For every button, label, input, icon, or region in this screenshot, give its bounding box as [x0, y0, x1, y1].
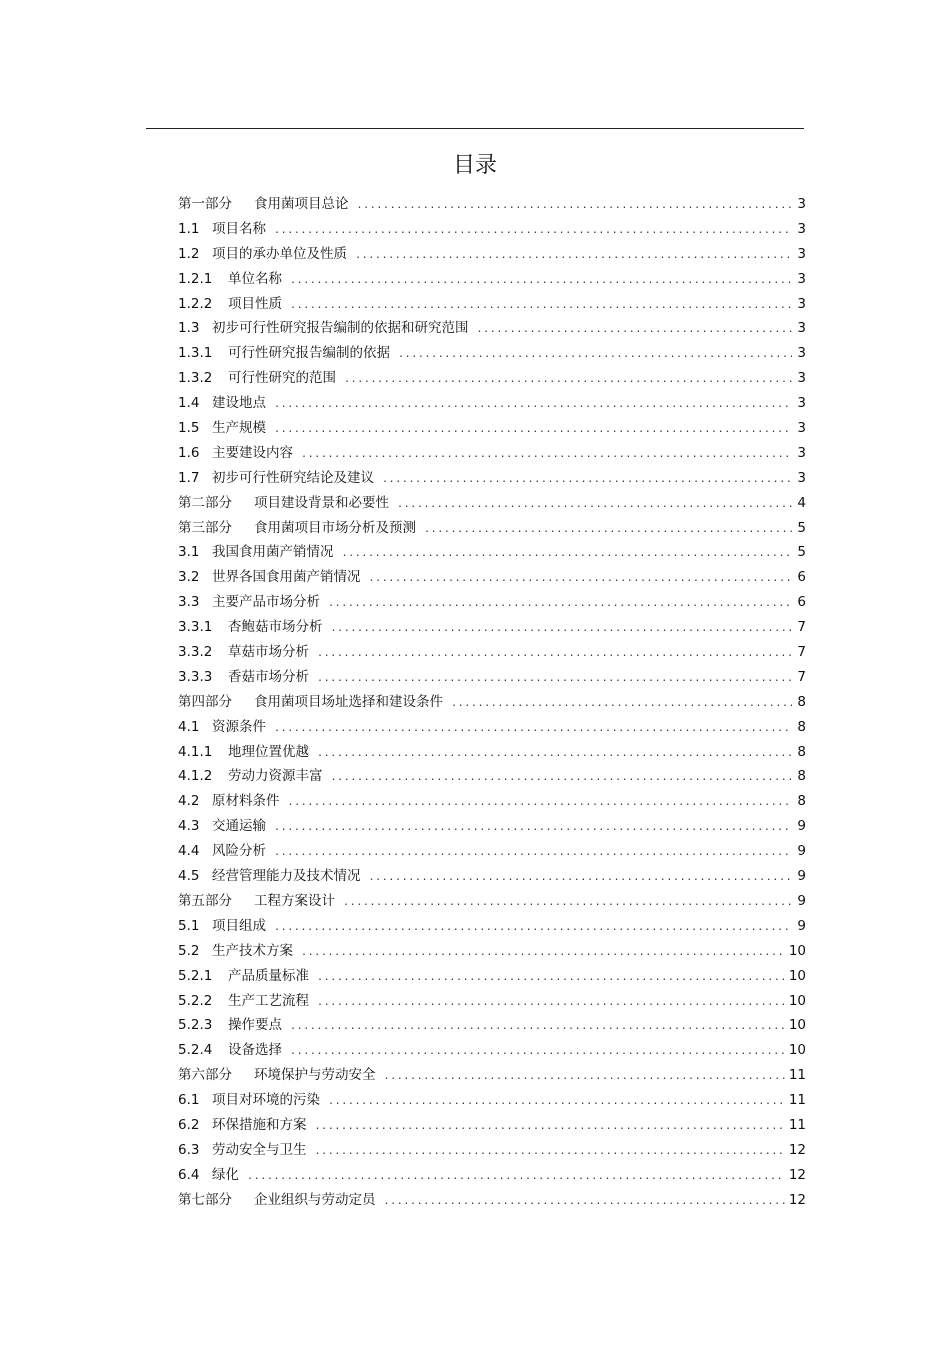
toc-dot-leader: [451, 693, 792, 715]
toc-entry-page: 11: [788, 1092, 806, 1109]
toc-entry[interactable]: [178, 467, 806, 492]
toc-dot-leader: [328, 593, 792, 615]
toc-entry[interactable]: [178, 1139, 806, 1164]
toc-entry-label: 单位名称: [228, 270, 282, 287]
toc-entry-label: 环保措施和方案: [212, 1116, 307, 1133]
toc-entry[interactable]: [178, 765, 806, 790]
toc-entry-number: 5.2: [178, 942, 200, 959]
toc-entry[interactable]: [178, 1164, 806, 1189]
toc-entry-label: 操作要点: [228, 1017, 282, 1034]
toc-entry[interactable]: [178, 193, 806, 218]
toc-dot-leader: [369, 867, 793, 889]
toc-entry-label: 项目性质: [228, 295, 282, 312]
toc-entry-label: 地理位置优越: [228, 743, 309, 760]
toc-entry-page: 7: [797, 644, 806, 661]
table-of-contents: [178, 193, 806, 1214]
toc-entry[interactable]: [178, 815, 806, 840]
toc-entry[interactable]: [178, 1189, 806, 1214]
toc-entry-label: 食用菌项目市场分析及预测: [254, 519, 416, 536]
toc-entry[interactable]: [178, 492, 806, 517]
toc-dot-leader: [274, 220, 792, 242]
toc-entry-page: 8: [797, 718, 806, 735]
header-rule: [146, 128, 804, 129]
toc-entry-number: 1.6: [178, 444, 200, 461]
toc-entry[interactable]: [178, 367, 806, 392]
toc-entry-number: 4.2: [178, 793, 200, 810]
toc-entry-label: 生产工艺流程: [228, 992, 309, 1009]
toc-entry-label: 产品质量标准: [228, 967, 309, 984]
toc-entry[interactable]: [178, 541, 806, 566]
toc-entry[interactable]: [178, 666, 806, 691]
toc-entry-page: 11: [788, 1116, 806, 1133]
toc-entry[interactable]: [178, 566, 806, 591]
toc-entry-label: 环境保护与劳动安全: [254, 1067, 376, 1084]
toc-entry[interactable]: [178, 342, 806, 367]
toc-entry-label: 绿化: [212, 1166, 239, 1183]
toc-entry-label: 劳动力资源丰富: [228, 768, 323, 785]
toc-entry-label: 生产技术方案: [212, 942, 293, 959]
toc-entry-label: 项目建设背景和必要性: [254, 494, 389, 511]
toc-entry-label: 可行性研究报告编制的依据: [228, 345, 390, 362]
toc-entry-label: 初步可行性研究结论及建议: [212, 469, 374, 486]
toc-dot-leader: [398, 344, 792, 366]
toc-entry-label: 劳动安全与卫生: [212, 1141, 307, 1158]
toc-entry-label: 生产规模: [212, 420, 266, 437]
toc-entry[interactable]: [178, 940, 806, 965]
toc-entry-number: 第一部分: [178, 196, 232, 212]
toc-entry[interactable]: [178, 840, 806, 865]
toc-entry[interactable]: [178, 293, 806, 318]
toc-entry-number: 3.1: [178, 544, 200, 561]
toc-entry-label: 建设地点: [212, 395, 266, 412]
toc-entry[interactable]: [178, 268, 806, 293]
toc-entry-number: 3.3: [178, 594, 200, 611]
toc-entry[interactable]: [178, 1089, 806, 1114]
toc-dot-leader: [290, 1041, 785, 1063]
toc-entry-page: 3: [797, 370, 806, 387]
toc-entry-page: 3: [797, 245, 806, 262]
toc-entry-number: 第六部分: [178, 1067, 232, 1084]
toc-entry-page: 3: [797, 196, 806, 212]
toc-dot-leader: [344, 369, 792, 391]
toc-dot-leader: [384, 1066, 785, 1088]
toc-entry-number: 4.3: [178, 818, 200, 835]
toc-entry-label: 项目组成: [212, 917, 266, 934]
toc-entry-label: 工程方案设计: [254, 892, 335, 909]
toc-dot-leader: [290, 295, 792, 317]
toc-entry-number: 第二部分: [178, 494, 232, 511]
toc-entry-number: 4.4: [178, 843, 200, 860]
toc-entry-page: 3: [797, 444, 806, 461]
toc-entry[interactable]: [178, 865, 806, 890]
toc-entry-label: 企业组织与劳动定员: [254, 1191, 376, 1208]
toc-dot-leader: [317, 992, 785, 1014]
toc-entry[interactable]: [178, 915, 806, 940]
toc-entry-label: 资源条件: [212, 718, 266, 735]
toc-entry[interactable]: [178, 641, 806, 666]
toc-dot-leader: [317, 643, 792, 665]
toc-entry-page: 3: [797, 469, 806, 486]
toc-entry-page: 9: [797, 868, 806, 885]
toc-entry-page: 8: [797, 743, 806, 760]
toc-dot-leader: [343, 892, 792, 914]
toc-entry[interactable]: [178, 442, 806, 467]
toc-dot-leader: [274, 718, 792, 740]
toc-dot-leader: [315, 1141, 785, 1163]
toc-entry-page: 4: [797, 494, 806, 511]
toc-entry-page: 3: [797, 420, 806, 437]
toc-entry-number: 1.5: [178, 420, 200, 437]
toc-entry-number: 1.3.1: [178, 345, 213, 362]
toc-entry-label: 杏鲍菇市场分析: [228, 619, 323, 636]
toc-entry-number: 4.1: [178, 718, 200, 735]
toc-entry[interactable]: [178, 417, 806, 442]
toc-entry[interactable]: [178, 965, 806, 990]
toc-entry-number: 5.2.3: [178, 1017, 213, 1034]
toc-entry-label: 食用菌项目总论: [254, 196, 349, 212]
toc-entry-label: 世界各国食用菌产销情况: [212, 569, 361, 586]
toc-entry[interactable]: [178, 790, 806, 815]
toc-entry-number: 6.2: [178, 1116, 200, 1133]
toc-dot-leader: [342, 543, 793, 565]
toc-entry-number: 3.3.3: [178, 668, 213, 685]
toc-entry-label: 设备选择: [228, 1042, 282, 1059]
toc-entry[interactable]: [178, 392, 806, 417]
toc-dot-leader: [288, 792, 793, 814]
toc-entry-label: 原材料条件: [212, 793, 280, 810]
toc-entry[interactable]: [178, 1064, 806, 1089]
toc-entry-number: 3.3.1: [178, 619, 213, 636]
toc-entry-number: 1.7: [178, 469, 200, 486]
toc-entry-number: 5.1: [178, 917, 200, 934]
toc-dot-leader: [317, 743, 792, 765]
toc-dot-leader: [315, 1116, 785, 1138]
toc-entry-label: 可行性研究的范围: [228, 370, 336, 387]
toc-entry-number: 4.5: [178, 868, 200, 885]
toc-dot-leader: [290, 1016, 785, 1038]
toc-entry-label: 风险分析: [212, 843, 266, 860]
toc-dot-leader: [274, 917, 792, 939]
toc-entry-page: 3: [797, 295, 806, 312]
toc-entry[interactable]: [178, 741, 806, 766]
toc-entry[interactable]: [178, 317, 806, 342]
toc-entry-page: 9: [797, 818, 806, 835]
toc-entry-page: 5: [797, 519, 806, 536]
toc-entry-page: 12: [788, 1141, 806, 1158]
toc-entry-label: 草菇市场分析: [228, 644, 309, 661]
toc-entry-number: 1.2.2: [178, 295, 213, 312]
toc-entry-label: 项目名称: [212, 220, 266, 237]
toc-dot-leader: [274, 394, 792, 416]
toc-entry-page: 8: [797, 693, 806, 710]
toc-dot-leader: [382, 469, 792, 491]
toc-entry-number: 第四部分: [178, 693, 232, 710]
toc-entry[interactable]: [178, 1014, 806, 1039]
toc-entry-number: 3.3.2: [178, 644, 213, 661]
toc-entry-number: 5.2.1: [178, 967, 213, 984]
toc-entry-page: 3: [797, 220, 806, 237]
toc-dot-leader: [290, 270, 792, 292]
toc-dot-leader: [355, 245, 792, 267]
toc-entry-page: 3: [797, 345, 806, 362]
toc-entry-label: 主要建设内容: [212, 444, 293, 461]
toc-entry-number: 5.2.4: [178, 1042, 213, 1059]
toc-dot-leader: [384, 1191, 785, 1213]
toc-entry-page: 6: [797, 594, 806, 611]
toc-entry-number: 1.3: [178, 320, 200, 337]
toc-dot-leader: [274, 817, 792, 839]
toc-entry-number: 3.2: [178, 569, 200, 586]
toc-entry-page: 10: [788, 1017, 806, 1034]
toc-entry-label: 交通运输: [212, 818, 266, 835]
toc-dot-leader: [424, 519, 792, 541]
toc-entry-number: 6.1: [178, 1092, 200, 1109]
toc-entry[interactable]: [178, 716, 806, 741]
toc-entry-page: 10: [788, 967, 806, 984]
toc-entry-page: 9: [797, 917, 806, 934]
toc-entry-page: 11: [788, 1067, 806, 1084]
toc-entry-page: 12: [788, 1166, 806, 1183]
toc-entry-label: 香菇市场分析: [228, 668, 309, 685]
toc-entry-page: 10: [788, 1042, 806, 1059]
toc-dot-leader: [274, 842, 792, 864]
toc-entry-label: 经营管理能力及技术情况: [212, 868, 361, 885]
toc-entry-number: 第三部分: [178, 519, 232, 536]
toc-entry-number: 6.4: [178, 1166, 200, 1183]
toc-entry-label: 食用菌项目场址选择和建设条件: [254, 693, 443, 710]
toc-dot-leader: [301, 444, 792, 466]
toc-dot-leader: [369, 568, 793, 590]
toc-entry-label: 初步可行性研究报告编制的依据和研究范围: [212, 320, 469, 337]
toc-entry-number: 1.4: [178, 395, 200, 412]
toc-entry-label: 项目的承办单位及性质: [212, 245, 347, 262]
toc-entry-page: 9: [797, 843, 806, 860]
toc-entry[interactable]: [178, 1114, 806, 1139]
toc-entry-page: 10: [788, 992, 806, 1009]
page-title: 目录: [452, 153, 497, 178]
toc-entry[interactable]: [178, 591, 806, 616]
toc-entry-label: 我国食用菌产销情况: [212, 544, 334, 561]
toc-entry[interactable]: [178, 990, 806, 1015]
toc-entry[interactable]: [178, 243, 806, 268]
toc-entry-page: 6: [797, 569, 806, 586]
toc-dot-leader: [477, 319, 793, 341]
toc-entry-page: 8: [797, 768, 806, 785]
toc-dot-leader: [357, 195, 793, 217]
toc-entry-number: 4.1.2: [178, 768, 213, 785]
toc-entry-number: 1.2.1: [178, 270, 213, 287]
toc-entry-number: 1.3.2: [178, 370, 213, 387]
toc-dot-leader: [247, 1166, 785, 1188]
toc-entry-number: 第七部分: [178, 1191, 232, 1208]
toc-entry-number: 5.2.2: [178, 992, 213, 1009]
toc-entry-number: 4.1.1: [178, 743, 213, 760]
toc-entry-label: 主要产品市场分析: [212, 594, 320, 611]
toc-entry[interactable]: [178, 218, 806, 243]
toc-entry-page: 12: [788, 1191, 806, 1208]
toc-dot-leader: [331, 767, 793, 789]
toc-entry[interactable]: [178, 616, 806, 641]
toc-entry-page: 10: [788, 942, 806, 959]
toc-dot-leader: [317, 967, 785, 989]
toc-entry-page: 9: [797, 892, 806, 909]
toc-entry-number: 1.2: [178, 245, 200, 262]
toc-entry-page: 3: [797, 320, 806, 337]
toc-entry[interactable]: [178, 517, 806, 542]
toc-entry-number: 6.3: [178, 1141, 200, 1158]
toc-entry[interactable]: [178, 1039, 806, 1064]
toc-entry-page: 7: [797, 619, 806, 636]
toc-entry-number: 第五部分: [178, 892, 232, 909]
toc-dot-leader: [397, 494, 792, 516]
toc-entry-page: 7: [797, 668, 806, 685]
toc-dot-leader: [328, 1091, 785, 1113]
toc-entry-label: 项目对环境的污染: [212, 1092, 320, 1109]
toc-entry[interactable]: [178, 691, 806, 716]
toc-dot-leader: [331, 618, 793, 640]
toc-dot-leader: [301, 942, 785, 964]
toc-entry-page: 8: [797, 793, 806, 810]
toc-entry-page: 5: [797, 544, 806, 561]
toc-entry-page: 3: [797, 270, 806, 287]
toc-dot-leader: [274, 419, 792, 441]
toc-entry-number: 1.1: [178, 220, 200, 237]
toc-dot-leader: [317, 668, 792, 690]
toc-entry-page: 3: [797, 395, 806, 412]
toc-entry[interactable]: [178, 890, 806, 915]
